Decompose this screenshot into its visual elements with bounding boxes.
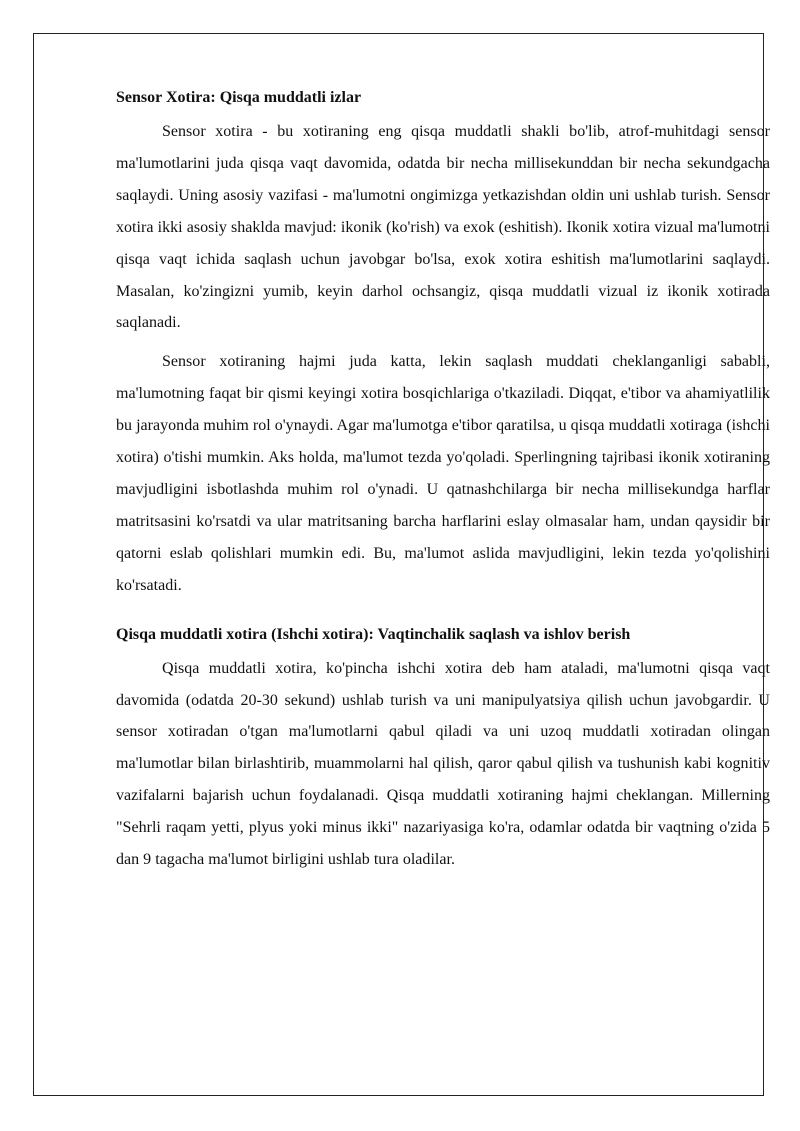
section-heading-sensor-memory: Sensor Xotira: Qisqa muddatli izlar: [116, 89, 362, 106]
document-body: [116, 86, 770, 883]
paragraph: Sensor xotira - bu xotiraning eng qisqa muddatli shakli bo'lib, atrof-muhitdagi sensor ma'lumotlarini juda qisqa vaqt davomida, odatda bir necha millisekunddan bir necha sekundgacha saqlaydi. Uning asosiy vazifasi - ma'lumotni ongimizga yetkazishdan oldin uni ushlab turish. Sensor xotira ikki asosiy shaklda mavjud: ikonik (ko'rish) va exok (eshitish). Ikonik xotira vizual ma'lumotni qisqa vaqt ichida saqlash uchun javobgar bo'lsa, exok xotira eshitish ma'lumotlarini saqlaydi. Masalan, ko'zingizni yumib, keyin darhol ochsangiz, qisqa muddatli vizual iz ikonik xotirada saqlanadi.: [116, 123, 770, 332]
paragraph: Qisqa muddatli xotira, ko'pincha ishchi xotira deb ham ataladi, ma'lumotni qisqa vaqt davomida (odatda 20-30 sekund) ushlab turish va uni manipulyatsiya qilish uchun javobgardir. U sensor xotiradan o'tgan ma'lumotlarni qabul qiladi va uni uzoq muddatli xotiradan olingan ma'lumotlar bilan birlashtirib, muammolarni hal qilish, qaror qabul qilish va tushunish kabi kognitiv vazifalarni bajarish uchun foydalanadi. Qisqa muddatli xotiraning hajmi cheklangan. Millerning "Sehrli raqam yetti, plyus yoki minus ikki" nazariyasiga ko'ra, odamlar odatda bir vaqtning o'zida 5 dan 9 tagacha ma'lumot birligini ushlab tura oladilar.: [116, 659, 770, 869]
section-heading-short-term-memory: Qisqa muddatli xotira (Ishchi xotira): Vaqtinchalik saqlash va ishlov berish: [116, 625, 631, 643]
paragraph: Sensor xotiraning hajmi juda katta, lekin saqlash muddati cheklanganligi sababli, ma'lumotning faqat bir qismi keyingi xotira bosqichlariga o'tkaziladi. Diqqat, e'tibor va ahamiyatlilik bu jarayonda muhim rol o'ynaydi. Agar ma'lumotga e'tibor qaratilsa, u qisqa muddatli xotiraga (ishchi xotira) o'tishi mumkin. Aks holda, ma'lumot tezda yo'qoladi. Sperlingning tajribasi ikonik xotiraning mavjudligini isbotlashda muhim rol o'ynadi. U qatnashchilarga bir necha millisekundga harflar matritsasini ko'rsatdi va ular matritsaning barcha harflarini eslay olmasalar ham, undan qaysidir bir qatorni eslab qolishlari mumkin edi. Bu, ma'lumot aslida mavjudligini, lekin tezda yo'qolishini ko'rsatadi.: [116, 353, 770, 594]
